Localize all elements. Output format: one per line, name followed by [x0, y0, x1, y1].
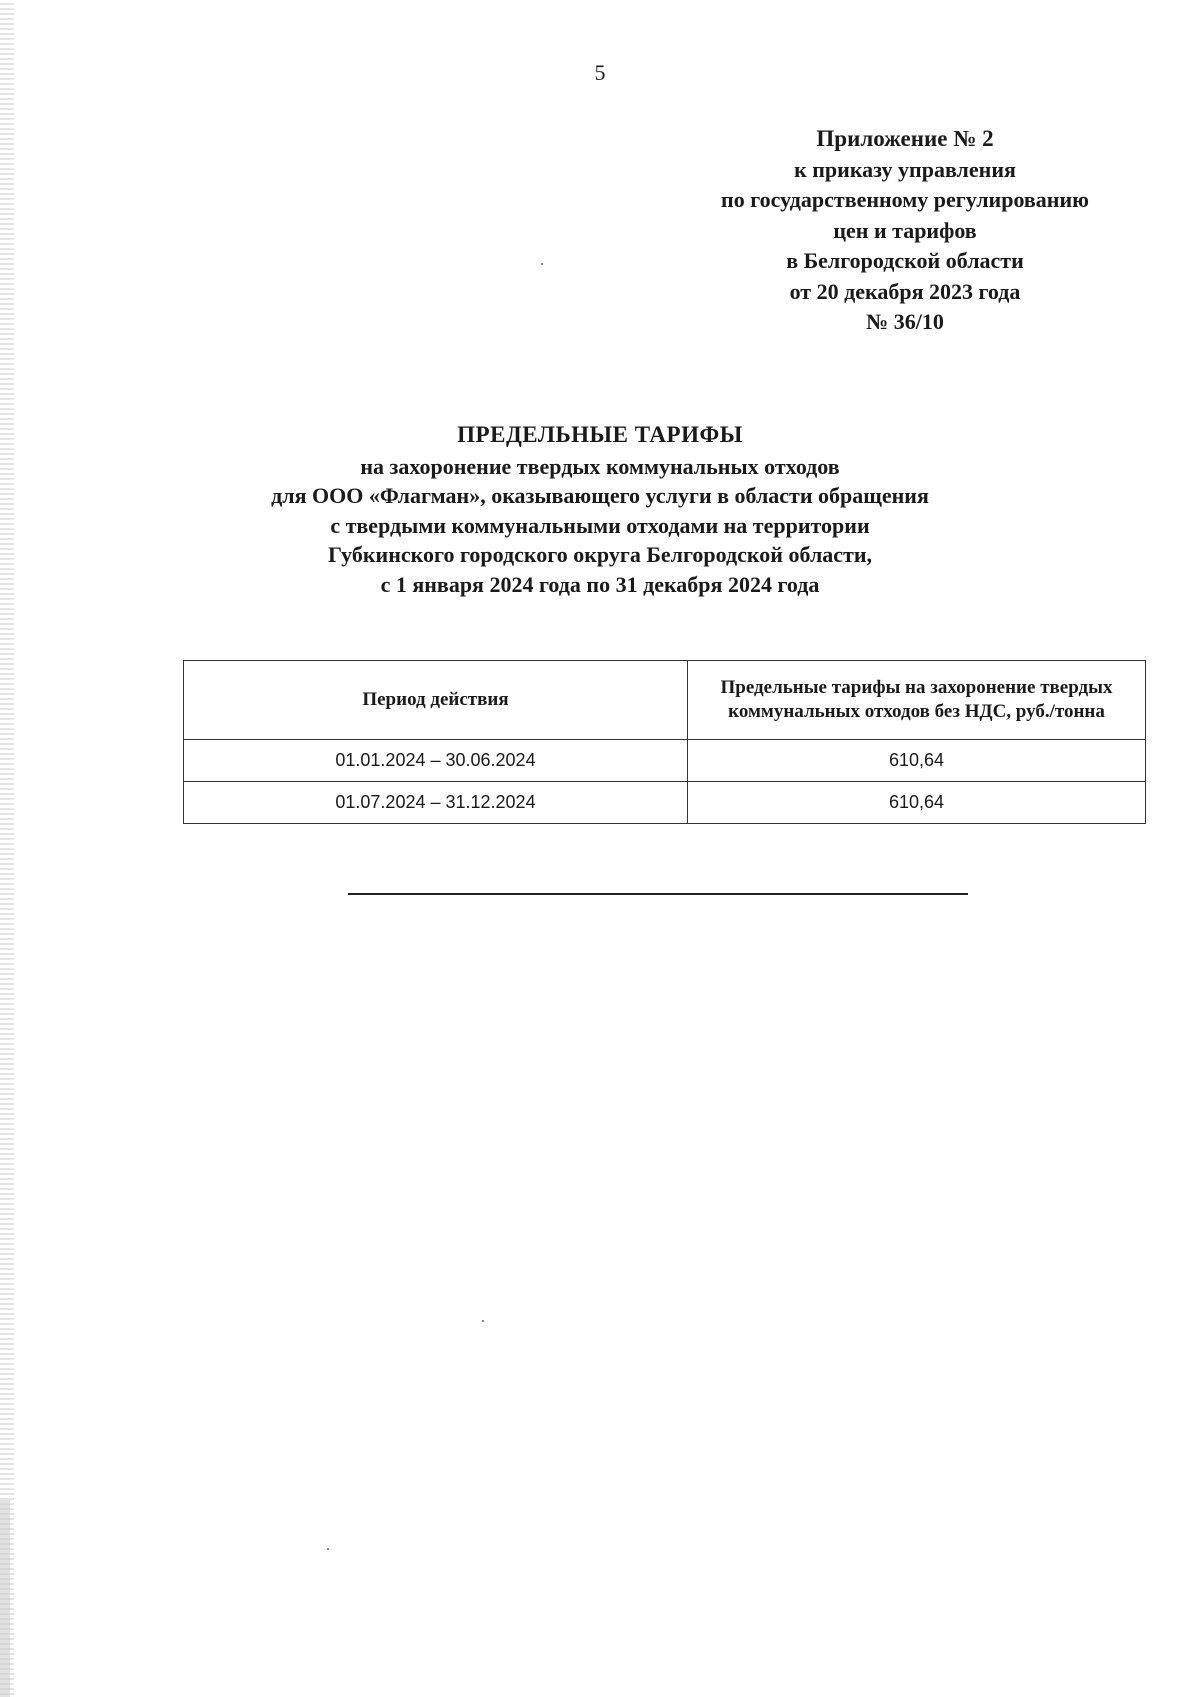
title-line: для ООО «Флагман», оказывающего услуги в области обращения	[271, 483, 929, 508]
title-line: с 1 января 2024 года по 31 декабря 2024 года	[380, 571, 820, 597]
appendix-line: к приказу управления	[794, 156, 1016, 182]
scan-speck	[541, 263, 543, 265]
cell-period: 01.07.2024 – 31.12.2024	[184, 782, 688, 824]
header-period: Период действия	[184, 661, 688, 740]
title-line: на захоронение твердых коммунальных отходов	[360, 453, 840, 479]
table-header-row	[184, 661, 1146, 740]
title-line: Губкинского городского округа Белгородской области,	[327, 542, 873, 567]
appendix-line: от 20 декабря 2023 года	[789, 278, 1021, 304]
appendix-line: в Белгородской области	[786, 248, 1024, 273]
table-row	[184, 740, 1146, 782]
scan-speck	[327, 1548, 329, 1550]
cell-tariff: 610,64	[688, 740, 1146, 782]
appendix-line: № 36/10	[866, 309, 944, 334]
scan-edge-artifact	[0, 0, 14, 1697]
scan-speck	[482, 1320, 484, 1322]
document-title-block	[0, 420, 1200, 599]
cell-tariff: 610,64	[688, 782, 1146, 824]
appendix-line: Приложение № 2	[816, 126, 994, 151]
appendix-line: по государственному регулированию	[721, 187, 1089, 212]
tariff-table	[183, 660, 1146, 824]
document-title: ПРЕДЕЛЬНЫЕ ТАРИФЫ	[457, 422, 743, 447]
closing-divider	[348, 893, 968, 895]
table-row	[184, 782, 1146, 824]
appendix-block	[680, 124, 1130, 338]
appendix-line: цен и тарифов	[833, 217, 977, 243]
cell-period: 01.01.2024 – 30.06.2024	[184, 740, 688, 782]
scan-edge-artifact-bottom	[0, 1500, 10, 1697]
header-tariff: Предельные тарифы на захоронение твердых коммунальных отходов без НДС, руб./тонна	[688, 661, 1146, 740]
page-number: 5	[594, 60, 606, 85]
title-line: с твердыми коммунальными отходами на территории	[330, 512, 870, 538]
